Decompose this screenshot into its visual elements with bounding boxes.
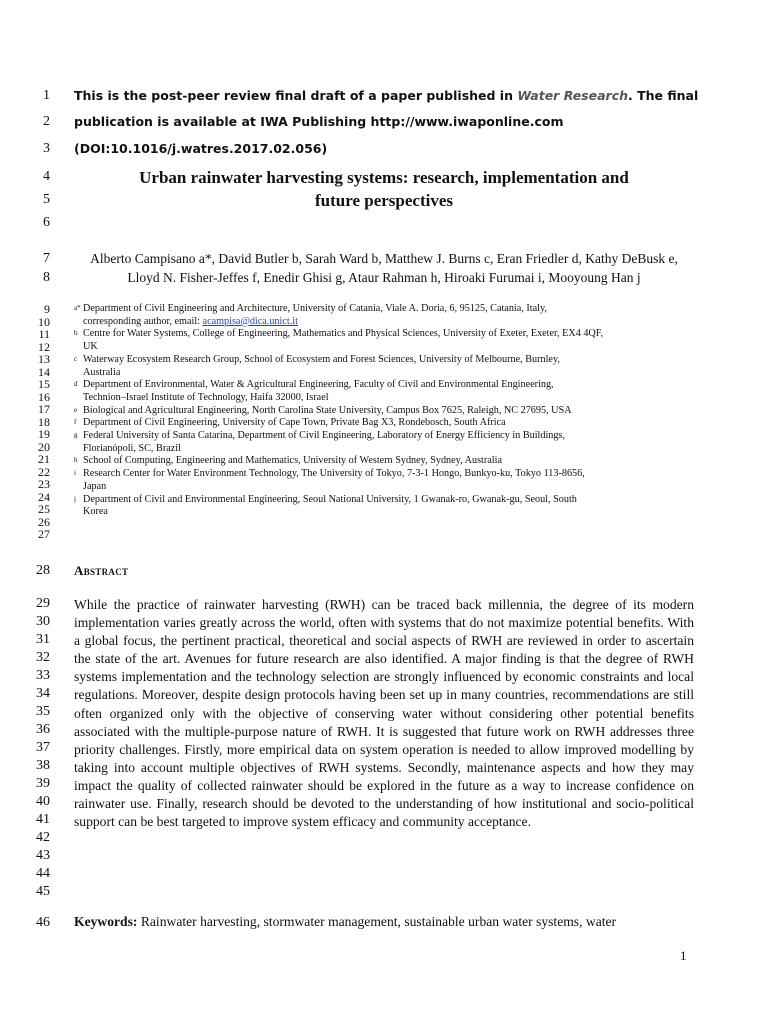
line-number: 36	[36, 722, 50, 737]
affiliation-h: h School of Computing, Engineering and Mathematics, University of Western Sydney, Sydney, Australia	[74, 455, 502, 467]
keywords	[74, 914, 714, 930]
authors-line: Lloyd N. Fisher-Jeffes f, Enedir Ghisi g, Ataur Rahman h, Hiroaki Furumai i, Mooyoung Han j	[127, 270, 641, 285]
keywords-text: Rainwater harvesting, stormwater management, sustainable urban water systems, water	[137, 914, 617, 929]
line-number: 42	[36, 830, 50, 845]
publication-notice-line1: This is the post-peer review final draft of a paper published in Water Research. The final	[74, 88, 699, 103]
affiliation-f: f Department of Civil Engineering, University of Cape Town, Private Bag X3, Rondebosch, South Africa	[74, 417, 506, 429]
line-number: 27	[38, 527, 50, 541]
publication-notice-line2: publication is available at IWA Publishing http://www.iwaponline.com	[74, 114, 564, 129]
line-number: 21	[38, 452, 50, 466]
line-number: 15	[38, 377, 50, 391]
journal-name: Water Research	[517, 88, 629, 103]
line-number: 4	[43, 169, 50, 184]
line-number: 31	[36, 632, 50, 647]
line-number: 16	[38, 389, 50, 404]
affiliation-i: i Research Center for Water Environment Technology, The University of Tokyo, 7-3-1 Hongo, Bunkyo-ku, Tokyo 113-8656,	[74, 468, 585, 480]
line-number: 26	[38, 514, 50, 529]
line-number: 44	[36, 866, 50, 881]
line-number: 32	[36, 650, 50, 665]
keywords-label: Keywords:	[74, 914, 138, 929]
authors	[74, 249, 694, 287]
line-number: 10	[38, 314, 50, 329]
page-number: 1	[680, 948, 687, 963]
line-number: 14	[38, 364, 50, 379]
line-number: 18	[38, 414, 50, 429]
line-number: 7	[43, 251, 50, 266]
affiliation-g: g Federal University of Santa Catarina, Department of Civil Engineering, Laboratory of Energy Efficiency in Buildings,	[74, 430, 565, 442]
line-number: 38	[36, 758, 50, 773]
line-number: 2	[43, 114, 50, 129]
line-number: 13	[38, 352, 50, 366]
line-number: 41	[36, 812, 50, 827]
line-number: 34	[36, 686, 50, 701]
corresponding-email-link[interactable]: acampisa@dica.unict.it	[202, 315, 298, 327]
line-number: 20	[38, 439, 50, 454]
line-number: 28	[36, 563, 50, 578]
affiliation-e: e Biological and Agricultural Engineering, North Carolina State University, Campus Box 7625, Raleigh, NC 27695, USA	[74, 404, 572, 416]
line-number: 45	[36, 884, 50, 899]
line-number: 43	[36, 848, 50, 863]
affiliations: a* Department of Civil Engineering and Architecture, University of Catania, Viale A. Doria, 6, 95125, Catania, Italy, corresponding author, email: acampisa@dica.unict.it b Centre for Water Systems, College of Engineering, Mathematics and Physical Sciences, University of Exeter, Exeter, EX4 4QF, UK c Waterway Ecosystem Research Group, School of Ecosystem and Forest Sciences, University of Melbourne, Burnley, Australia d Department of Environmental, Water & Agricultural Engineering, Faculty of Civil and Environmental Engineering, Technion–Israel Institute of Technology, Haifa 32000, Israel e Biological and Agricultural Engineering, North Carolina State University, Campus Box 7625, Raleigh, NC 27695, USA f Department of Civil Engineering, University of Cape Town, Private Bag X3, Rondebosch, South Africa g Federal University of Santa Catarina, Department of Civil Engineering, Laboratory of Energy Efficiency in Buildings, Florianópoli, SC, Brazil h School of Computing, Engineering and Mathematics, University of Western Sydney, Sydney, Australia i Research Center for Water Environment Technology, The University of Tokyo, 7-3-1 Hongo, Bunkyo-ku, Tokyo 113-8656, Japan j Department of Civil and Environmental Engineering, Seoul National University, 1 Gwanak-ro, Gwanak-gu, Seoul, South Korea	[74, 303, 694, 519]
line-number: 19	[38, 427, 50, 441]
line-number: 35	[36, 704, 50, 719]
paper-title: Urban rainwater harvesting systems: research, implementation and future perspectives	[139, 168, 629, 210]
line-number: 5	[43, 192, 50, 207]
line-number: 29	[36, 596, 50, 611]
line-number: 24	[38, 489, 50, 504]
affiliation-d: d Department of Environmental, Water & Agricultural Engineering, Faculty of Civil and Environmental Engineering,	[74, 379, 554, 391]
affiliation-b: b Centre for Water Systems, College of Engineering, Mathematics and Physical Sciences, University of Exeter, Exeter, EX4 4QF,	[74, 328, 604, 340]
line-number: 1	[43, 88, 50, 103]
line-number: 40	[36, 794, 50, 809]
line-number: 17	[38, 402, 50, 416]
line-number: 46	[36, 915, 50, 930]
affiliation-a: a* Department of Civil Engineering and Architecture, University of Catania, Viale A. Doria, 6, 95125, Catania, Italy,	[74, 303, 547, 314]
doi: (DOI:10.1016/j.watres.2017.02.056)	[74, 141, 328, 156]
line-number: 8	[43, 270, 50, 285]
line-number: 9	[44, 302, 50, 316]
line-number: 39	[36, 776, 50, 791]
line-number: 37	[36, 740, 50, 755]
authors-line: Alberto Campisano a*, David Butler b, Sarah Ward b, Matthew J. Burns c, Eran Friedler d, Kathy DeBusk e,	[90, 251, 678, 266]
line-number: 22	[38, 464, 50, 479]
line-number: 30	[36, 614, 50, 629]
line-number: 33	[36, 668, 50, 683]
line-number: 3	[43, 141, 50, 156]
abstract-heading: Abstract	[74, 563, 129, 578]
line-number: 11	[38, 327, 50, 341]
affiliation-j: j Department of Civil and Environmental Engineering, Seoul National University, 1 Gwanak-ro, Gwanak-gu, Seoul, South	[74, 493, 577, 505]
line-number: 25	[38, 502, 50, 516]
line-number: 23	[38, 477, 50, 491]
line-number: 6	[43, 215, 50, 230]
affiliation-c: c Waterway Ecosystem Research Group, School of Ecosystem and Forest Sciences, University of Melbourne, Burnley,	[74, 353, 560, 365]
abstract-body: While the practice of rainwater harvesting (RWH) can be traced back millennia, the degree of its modern implementation varies greatly across the world, often with systems that do not maximize potential benefits. With a global focus, the pertinent practical, theoretical and social aspects of RWH are reviewed in order to ascertain the state of the art. Avenues for future research are also identified. A major finding is that the degree of RWH systems implementation and the technology selection are strongly influenced by economic constraints and local regulations. Moreover, despite design protocols having been set up in many countries, recommendations are still often organized only with the objective of conserving water without considering other potential benefits associated with the multiple-purpose nature of RWH. It is suggested that future work on RWH addresses three priority challenges. Firstly, more empirical data on system operation is needed to allow improved modelling by taking into account multiple objectives of RWH systems. Secondly, maintenance aspects and how they may impact the quality of collected rainwater should be explored in the future as a way to increase confidence on rainwater use. Finally, research should be devoted to the understanding of how institutional and socio-political support can be best targeted to improve system efficacy and community acceptance.	[74, 597, 694, 830]
line-number: 12	[38, 339, 50, 354]
